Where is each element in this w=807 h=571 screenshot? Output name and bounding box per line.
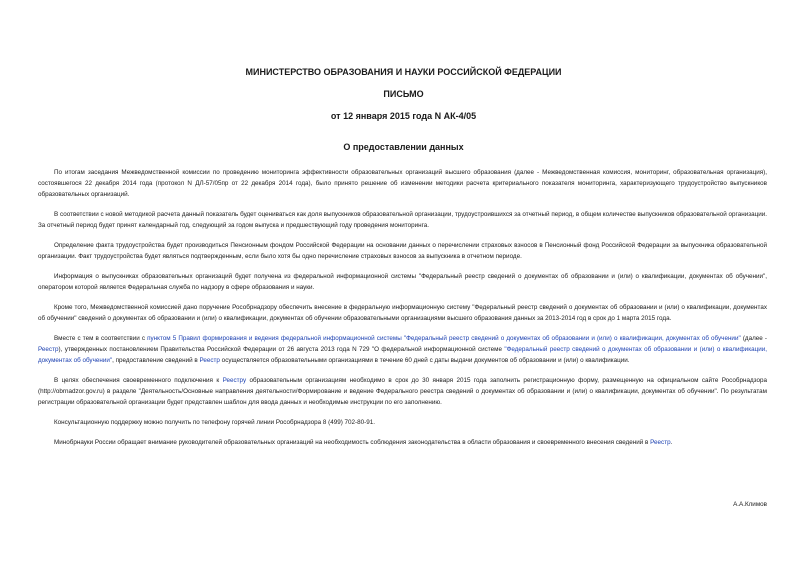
signature: А.А.Климов	[733, 501, 767, 508]
paragraph-6-text-b: (далее -	[740, 335, 767, 342]
rules-link[interactable]: пунктом 5 Правил формирования и ведения федеральной информационной системы "Федеральный реестр сведений о документах об образовании и (или) о квалификации, документах об обучении"	[147, 335, 741, 342]
paragraph-9-text-b: .	[670, 439, 673, 446]
paragraph-3: Определение факта трудоустройства будет производиться Пенсионным фондом Российской Федерации на основании данных о перечислении страховых взносов в Пенсионный фонд Российской Федерации за выпускника образовательной организации. Факт трудоустройства будет являться подтвержденным, если было хотя бы одно перечисление страховых взносов за выпускника в отчетном периоде.	[38, 242, 767, 260]
paragraph-6-text-c: ), утвержденных постановлением Правительства Российской Федерации от 26 августа 2013 года N 729 "О федеральной информационной системе	[58, 346, 505, 353]
paragraph-7-text-b: образовательным организациям необходимо в срок до 30 января 2015 года заполнить регистрационную форму, размещенную на официальном сайте Рособрнадзора (http://obrnadzor.gov.ru) в разделе "Деятельность/Основные направления деятельности/Формирование и ведение Федерального реестра сведений о документах об образовании и (или) о квалификации, документах об обучении". По результатам регистрации образовательной организации будет представлен шаблон для ввода данных и необходимые инструкции по его заполнению.	[38, 377, 767, 406]
paragraph-6-text-d: , предоставление сведений в	[112, 357, 200, 364]
registry-link[interactable]: Реестр	[38, 346, 59, 353]
document-subject: О предоставлении данных	[343, 142, 464, 152]
document-type: ПИСЬМО	[383, 89, 424, 99]
registry-link-4[interactable]: Реестр	[650, 439, 671, 446]
ministry-title: МИНИСТЕРСТВО ОБРАЗОВАНИЯ И НАУКИ РОССИЙСКОЙ ФЕДЕРАЦИИ	[245, 67, 562, 77]
document-date-number: от 12 января 2015 года N АК-4/05	[330, 111, 477, 121]
registry-link-2[interactable]: Реестр	[199, 357, 220, 364]
paragraph-7	[38, 375, 767, 408]
paragraph-9-text-a: Минобрнауки России обращает внимание руководителей образовательных организаций на необходимость соблюдения законодательства в области образования и своевременного внесения сведений в	[54, 439, 651, 446]
paragraph-9	[38, 437, 767, 448]
paragraph-6-text-a: Вместе с тем в соответствии с	[54, 335, 148, 342]
registry-link-3[interactable]: Реестру	[222, 377, 247, 384]
paragraph-8: Консультационную поддержку можно получить по телефону горячей линии Рособрнадзора 8 (499) 702-80-91.	[54, 419, 376, 426]
paragraph-7-text-a: В целях обеспечения своевременного подключения к	[54, 377, 223, 384]
paragraph-6-text-e: осуществляется образовательными организациями в течение 60 дней с даты выдачи документов об образовании и (или) о квалификации.	[219, 357, 630, 364]
paragraph-4: Информация о выпускниках образовательных организаций будет получена из федеральной информационной системы "Федеральный реестр сведений о документах об образовании и (или) о квалификации, документах об обучении", оператором которой является Федеральная служба по надзору в сфере образования и науки.	[38, 273, 767, 291]
fis-registry-link[interactable]: "Федеральный реестр сведений о документах об образовании и (или) о квалификации, документах об обучении"	[38, 346, 767, 364]
paragraph-6	[38, 333, 767, 366]
paragraph-5: Кроме того, Межведомственной комиссией дано поручение Рособрнадзору обеспечить внесение в федеральную информационную систему "Федеральный реестр сведений о документах об образовании и (или) о квалификации, документах об обучении" сведений о документах об образовании и (или) о квалификации, документах об обучении образовательными организациями высшего образования данных за 2013-2014 год в срок до 1 марта 2015 года.	[38, 304, 767, 322]
paragraph-2: В соответствии с новой методикой расчета данный показатель будет оцениваться как доля выпускников образовательной организации, трудоустроившихся за отчетный период, в общем количестве выпускников образовательной организации. За отчетный период будет принят календарный год, следующий за годом выпуска и предшествующий году проведения мониторинга.	[38, 211, 767, 229]
paragraph-1: По итогам заседания Межведомственной комиссии по проведению мониторинга эффективности образовательных организаций высшего образования (далее - Межведомственная комиссия, мониторинг, образовательная организация), состоявшегося 22 декабря 2014 года (протокол N ДЛ-57/05пр от 22 декабря 2014 года), было принято решение об изменении методики расчета критериального показателя мониторинга, характеризующего трудоустройство выпускников образовательных организаций.	[38, 169, 767, 198]
document-body	[38, 167, 767, 457]
